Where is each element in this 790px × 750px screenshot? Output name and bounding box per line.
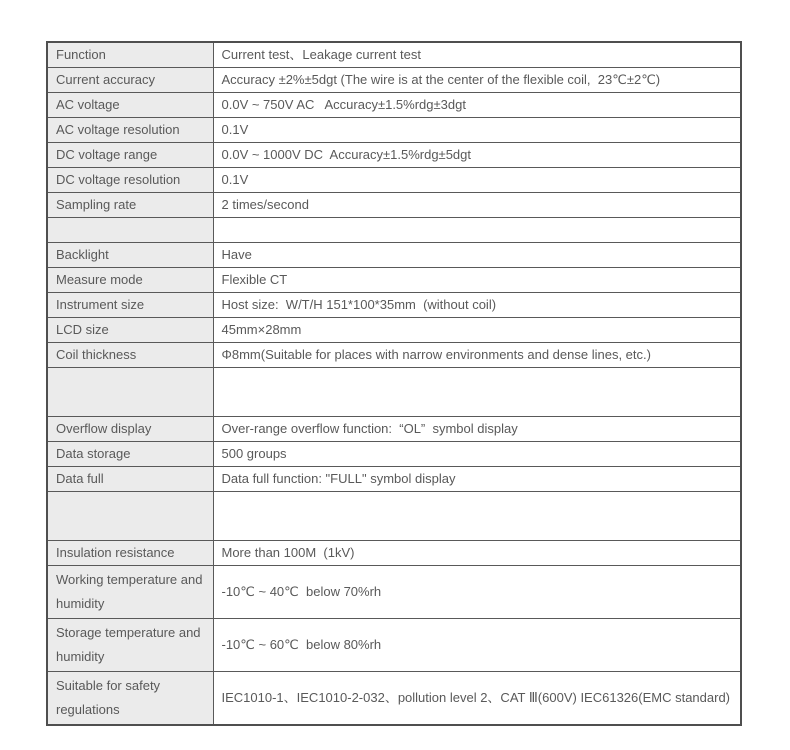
row-dc-voltage-range xyxy=(47,142,741,167)
row-backlight xyxy=(47,242,741,267)
spec-label: AC voltage resolution xyxy=(47,117,213,142)
spec-value: 500 groups xyxy=(213,441,741,466)
row-data-full xyxy=(47,466,741,491)
row-overflow-display xyxy=(47,416,741,441)
spec-label: Working temperature and humidity xyxy=(47,565,213,618)
spec-label: Instrument size xyxy=(47,292,213,317)
spec-label: Sampling rate xyxy=(47,192,213,217)
spec-label: LCD size xyxy=(47,317,213,342)
spec-label: Overflow display xyxy=(47,416,213,441)
spec-value: Φ8mm(Suitable for places with narrow environments and dense lines, etc.) xyxy=(213,342,741,367)
spec-label: AC voltage xyxy=(47,92,213,117)
spec-label: Coil thickness xyxy=(47,342,213,367)
row-storage-temperature-humidity xyxy=(47,618,741,671)
spec-label xyxy=(47,217,213,242)
spec-value: Current test、Leakage current test xyxy=(213,42,741,67)
spec-label: Insulation resistance xyxy=(47,540,213,565)
row-lcd-size xyxy=(47,317,741,342)
spec-label: Backlight xyxy=(47,242,213,267)
row-function xyxy=(47,42,741,67)
spec-value: 0.1V xyxy=(213,117,741,142)
row-spacer-2 xyxy=(47,367,741,416)
spec-label: Current accuracy xyxy=(47,67,213,92)
row-measure-mode xyxy=(47,267,741,292)
row-working-temperature-humidity xyxy=(47,565,741,618)
spec-label: DC voltage range xyxy=(47,142,213,167)
spec-value: More than 100M (1kV) xyxy=(213,540,741,565)
row-safety-regulations xyxy=(47,671,741,725)
spec-value xyxy=(213,491,741,540)
spec-label: Function xyxy=(47,42,213,67)
spec-value: Host size: W/T/H 151*100*35mm (without coil) xyxy=(213,292,741,317)
spec-value: Over-range overflow function: “OL” symbol display xyxy=(213,416,741,441)
row-data-storage xyxy=(47,441,741,466)
row-dc-voltage-resolution xyxy=(47,167,741,192)
spec-value: 0.1V xyxy=(213,167,741,192)
spec-value xyxy=(213,367,741,416)
spec-table xyxy=(46,41,742,726)
spec-value: 45mm×28mm xyxy=(213,317,741,342)
spec-value: -10℃ ~ 60℃ below 80%rh xyxy=(213,618,741,671)
row-spacer-3 xyxy=(47,491,741,540)
spec-label xyxy=(47,491,213,540)
spec-label: Data storage xyxy=(47,441,213,466)
spec-value: Flexible CT xyxy=(213,267,741,292)
spec-label xyxy=(47,367,213,416)
spec-value: -10℃ ~ 40℃ below 70%rh xyxy=(213,565,741,618)
spec-value: Data full function: "FULL" symbol display xyxy=(213,466,741,491)
row-current-accuracy xyxy=(47,67,741,92)
row-ac-voltage xyxy=(47,92,741,117)
row-sampling-rate xyxy=(47,192,741,217)
spec-value: Have xyxy=(213,242,741,267)
spec-value: IEC1010-1、IEC1010-2-032、pollution level 2、CAT Ⅲ(600V) IEC61326(EMC standard) xyxy=(213,671,741,725)
spec-label: Storage temperature and humidity xyxy=(47,618,213,671)
row-insulation-resistance xyxy=(47,540,741,565)
spec-label: Suitable for safety regulations xyxy=(47,671,213,725)
row-instrument-size xyxy=(47,292,741,317)
spec-value xyxy=(213,217,741,242)
spec-value: 0.0V ~ 1000V DC Accuracy±1.5%rdg±5dgt xyxy=(213,142,741,167)
spec-label: DC voltage resolution xyxy=(47,167,213,192)
spec-value: 2 times/second xyxy=(213,192,741,217)
row-coil-thickness xyxy=(47,342,741,367)
spec-value: Accuracy ±2%±5dgt (The wire is at the center of the flexible coil, 23℃±2℃) xyxy=(213,67,741,92)
spec-label: Data full xyxy=(47,466,213,491)
row-ac-voltage-resolution xyxy=(47,117,741,142)
spec-label: Measure mode xyxy=(47,267,213,292)
row-spacer-1 xyxy=(47,217,741,242)
spec-value: 0.0V ~ 750V AC Accuracy±1.5%rdg±3dgt xyxy=(213,92,741,117)
